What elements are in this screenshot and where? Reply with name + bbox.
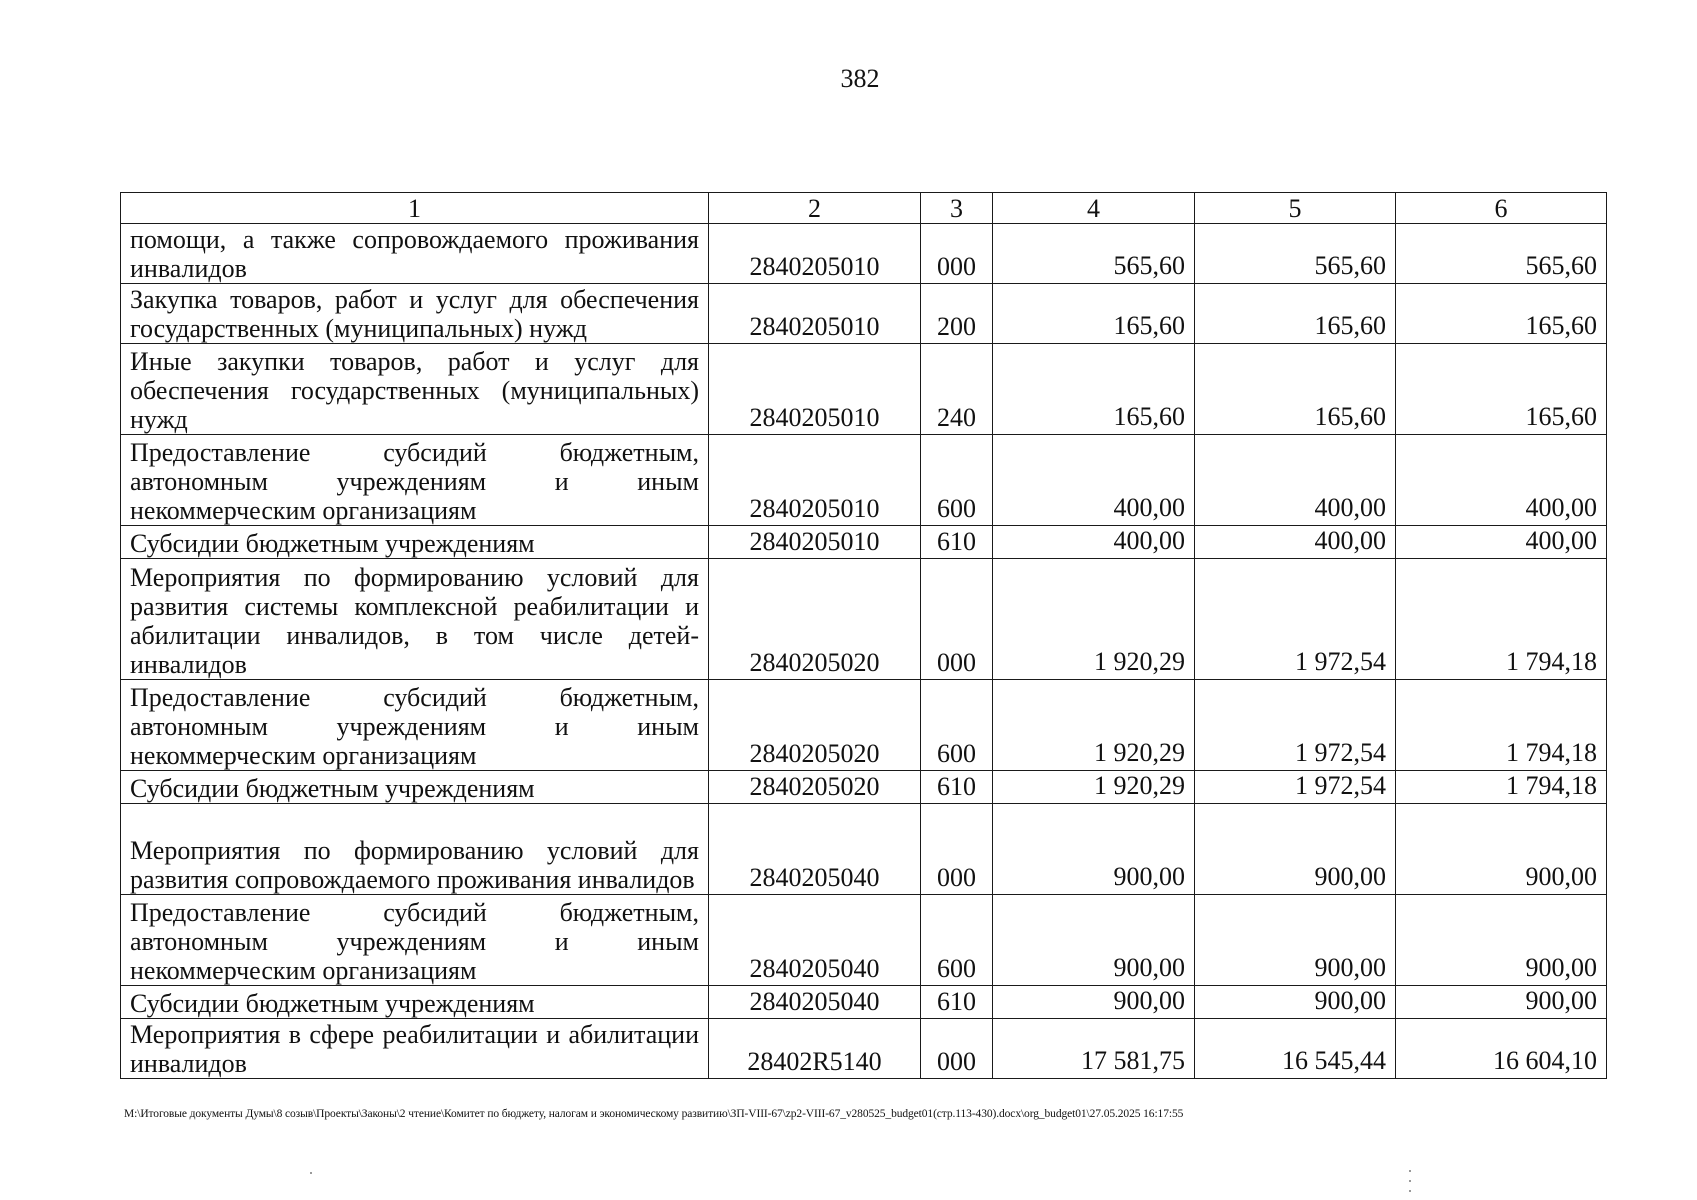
row-description: Субсидии бюджетным учреждениям xyxy=(121,986,709,1019)
table-row xyxy=(121,344,1607,435)
row-value-col6: 1 794,18 xyxy=(1396,771,1607,804)
row-value-col5: 900,00 xyxy=(1195,804,1396,895)
row-value-col6: 165,60 xyxy=(1396,344,1607,435)
row-description: Субсидии бюджетным учреждениям xyxy=(121,771,709,804)
row-expense-type: 600 xyxy=(921,435,993,526)
row-value-col5: 400,00 xyxy=(1195,526,1396,559)
row-expense-type: 200 xyxy=(921,284,993,344)
row-target-code: 2840205010 xyxy=(709,344,921,435)
row-description: Иные закупки товаров, работ и услуг для обеспечения государственных (муниципальных) нужд xyxy=(121,344,709,435)
row-description: Предоставление субсидий бюджетным, автономным учреждениям и иным некоммерческим организациям xyxy=(121,680,709,771)
table-row xyxy=(121,559,1607,680)
row-value-col4: 400,00 xyxy=(993,435,1195,526)
row-expense-type: 000 xyxy=(921,1019,993,1079)
row-target-code: 2840205010 xyxy=(709,224,921,284)
table-row xyxy=(121,895,1607,986)
table-row xyxy=(121,680,1607,771)
row-value-col5: 900,00 xyxy=(1195,895,1396,986)
scan-speck xyxy=(1409,1180,1411,1182)
budget-table xyxy=(120,192,1607,1079)
row-value-col5: 565,60 xyxy=(1195,224,1396,284)
row-value-col5: 165,60 xyxy=(1195,344,1396,435)
table-row xyxy=(121,804,1607,895)
row-target-code: 2840205010 xyxy=(709,526,921,559)
scan-speck xyxy=(1409,1170,1411,1172)
row-target-code: 2840205010 xyxy=(709,284,921,344)
row-expense-type: 610 xyxy=(921,986,993,1019)
row-value-col4: 900,00 xyxy=(993,895,1195,986)
row-value-col6: 165,60 xyxy=(1396,284,1607,344)
row-value-col4: 1 920,29 xyxy=(993,680,1195,771)
row-expense-type: 600 xyxy=(921,680,993,771)
column-number-3: 3 xyxy=(921,193,993,224)
row-expense-type: 600 xyxy=(921,895,993,986)
row-value-col5: 16 545,44 xyxy=(1195,1019,1396,1079)
row-description: Закупка товаров, работ и услуг для обеспечения государственных (муниципальных) нужд xyxy=(121,284,709,344)
row-value-col4: 165,60 xyxy=(993,344,1195,435)
row-target-code: 2840205010 xyxy=(709,435,921,526)
table-row xyxy=(121,1019,1607,1079)
row-value-col5: 165,60 xyxy=(1195,284,1396,344)
row-expense-type: 000 xyxy=(921,559,993,680)
table-row xyxy=(121,771,1607,804)
table-row xyxy=(121,224,1607,284)
scan-speck xyxy=(1409,1190,1411,1192)
table-row xyxy=(121,435,1607,526)
row-value-col6: 900,00 xyxy=(1396,986,1607,1019)
row-expense-type: 000 xyxy=(921,224,993,284)
row-value-col6: 16 604,10 xyxy=(1396,1019,1607,1079)
row-target-code: 2840205020 xyxy=(709,680,921,771)
row-value-col5: 1 972,54 xyxy=(1195,559,1396,680)
row-value-col5: 1 972,54 xyxy=(1195,680,1396,771)
row-value-col4: 1 920,29 xyxy=(993,559,1195,680)
column-number-1: 1 xyxy=(121,193,709,224)
row-description: Субсидии бюджетным учреждениям xyxy=(121,526,709,559)
row-value-col5: 900,00 xyxy=(1195,986,1396,1019)
row-value-col5: 1 972,54 xyxy=(1195,771,1396,804)
row-description: Мероприятия по формированию условий для развития системы комплексной реабилитации и абилитации инвалидов, в том числе детей-инвалидов xyxy=(121,559,709,680)
row-value-col4: 565,60 xyxy=(993,224,1195,284)
row-expense-type: 610 xyxy=(921,771,993,804)
row-value-col6: 565,60 xyxy=(1396,224,1607,284)
page-number: 382 xyxy=(840,64,880,93)
row-value-col4: 165,60 xyxy=(993,284,1195,344)
row-target-code: 2840205040 xyxy=(709,895,921,986)
row-target-code: 2840205040 xyxy=(709,986,921,1019)
column-number-6: 6 xyxy=(1396,193,1607,224)
scan-speck xyxy=(310,1172,312,1174)
row-value-col4: 400,00 xyxy=(993,526,1195,559)
row-value-col4: 17 581,75 xyxy=(993,1019,1195,1079)
row-target-code: 2840205040 xyxy=(709,804,921,895)
row-value-col6: 400,00 xyxy=(1396,526,1607,559)
row-expense-type: 240 xyxy=(921,344,993,435)
row-target-code: 2840205020 xyxy=(709,771,921,804)
row-target-code: 2840205020 xyxy=(709,559,921,680)
row-description: Мероприятия в сфере реабилитации и абилитации инвалидов xyxy=(121,1019,709,1079)
row-value-col4: 900,00 xyxy=(993,986,1195,1019)
row-expense-type: 000 xyxy=(921,804,993,895)
row-description: Мероприятия по формированию условий для развития сопровождаемого проживания инвалидов xyxy=(121,804,709,895)
table-header-row xyxy=(121,193,1607,224)
column-number-4: 4 xyxy=(993,193,1195,224)
row-value-col4: 1 920,29 xyxy=(993,771,1195,804)
table-row xyxy=(121,284,1607,344)
footer-file-path: M:\Итоговые документы Думы\8 созыв\Проекты\Законы\2 чтение\Комитет по бюджету, налогам и экономическому развитию\ЗП-VIII-67\zp2-VIII-67_v280525_budget01(стр.113-430).docx\org_budget01\27.05.2025 16:17:55 xyxy=(124,1108,1184,1120)
row-value-col6: 1 794,18 xyxy=(1396,559,1607,680)
row-value-col5: 400,00 xyxy=(1195,435,1396,526)
row-description: Предоставление субсидий бюджетным, автономным учреждениям и иным некоммерческим организациям xyxy=(121,895,709,986)
row-value-col6: 900,00 xyxy=(1396,895,1607,986)
row-value-col6: 1 794,18 xyxy=(1396,680,1607,771)
column-number-5: 5 xyxy=(1195,193,1396,224)
row-value-col4: 900,00 xyxy=(993,804,1195,895)
row-value-col6: 400,00 xyxy=(1396,435,1607,526)
row-description: Предоставление субсидий бюджетным, автономным учреждениям и иным некоммерческим организациям xyxy=(121,435,709,526)
table-row xyxy=(121,526,1607,559)
row-expense-type: 610 xyxy=(921,526,993,559)
row-target-code: 28402R5140 xyxy=(709,1019,921,1079)
row-value-col6: 900,00 xyxy=(1396,804,1607,895)
column-number-2: 2 xyxy=(709,193,921,224)
table-row xyxy=(121,986,1607,1019)
row-description: помощи, а также сопровождаемого проживания инвалидов xyxy=(121,224,709,284)
